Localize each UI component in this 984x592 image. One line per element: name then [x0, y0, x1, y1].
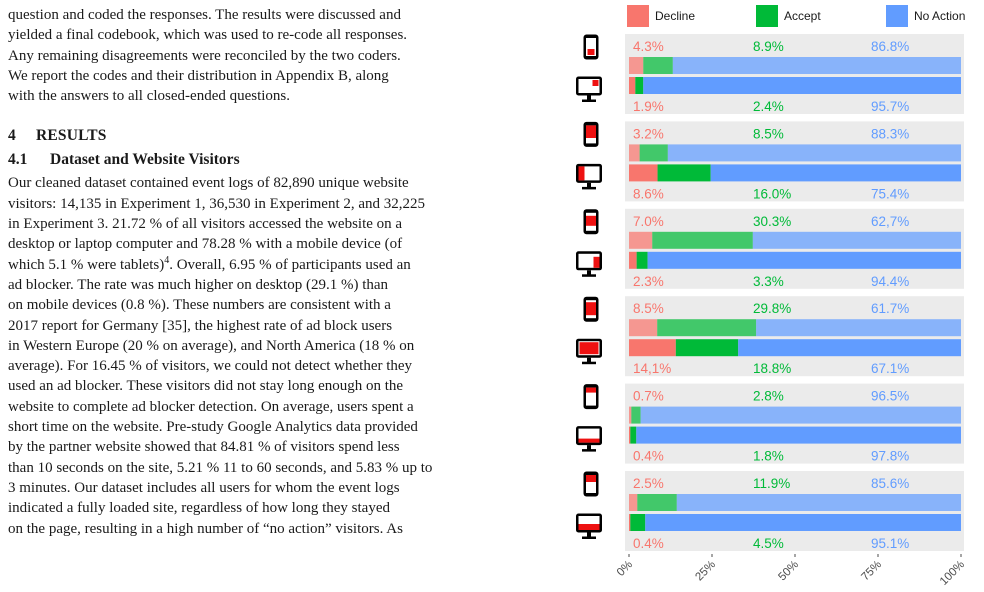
text-line: in Western Europe (20 % on average), and North America (18 % on [8, 337, 415, 354]
bar-segment-accept [637, 252, 648, 269]
text-line: on the page, resulting in a high number of “no action” visitors. As [8, 520, 403, 537]
data-label-decline: 0.7% [633, 388, 664, 404]
data-label-decline: 8.5% [633, 301, 664, 317]
bar-segment-no-action [668, 144, 961, 161]
data-label-accept: 1.8% [753, 448, 784, 464]
monitor-stand [582, 187, 596, 190]
bar-segment-no-action [753, 232, 961, 249]
bar-segment-decline [629, 494, 637, 511]
text-line: yielded a final codebook, which was used to re-code all responses. [8, 27, 408, 44]
bar-segment-decline [629, 77, 635, 94]
bar-segment-no-action [756, 319, 961, 336]
section-heading [8, 125, 522, 147]
text-line: visitors: 14,135 in Experiment 1, 36,530 in Experiment 2, and 32,225 [8, 195, 426, 212]
legend-swatch [756, 5, 778, 27]
desktop-monitor-icon [576, 164, 602, 190]
bar-segment-accept [652, 232, 753, 249]
data-label-no-action: 95.7% [871, 99, 910, 114]
data-label-decline: 0.4% [633, 536, 664, 551]
data-label-accept: 4.5% [753, 536, 784, 551]
subsection-title: Dataset and Website Visitors [50, 151, 240, 169]
bar-segment-accept [630, 514, 645, 531]
monitor-stand [582, 362, 596, 365]
bar-segment-decline [629, 319, 657, 336]
bar-segment-accept [630, 427, 636, 444]
ad-banner-marker [586, 125, 596, 138]
bar-segment-accept [635, 77, 643, 94]
data-label-decline: 4.3% [633, 39, 664, 54]
legend-item [627, 5, 695, 27]
text-line: short time on the website. Pre-study Google Analytics data provided [8, 419, 418, 436]
bar-segment-no-action [636, 427, 961, 444]
data-label-no-action: 95.1% [871, 536, 910, 551]
bar-segment-no-action [673, 57, 961, 74]
ad-banner-marker [588, 49, 595, 55]
mobile-phone-icon [584, 384, 599, 409]
text-line: with the answers to all closed-ended questions. [8, 88, 291, 105]
bar-segment-accept [658, 164, 711, 181]
desktop-monitor-icon [576, 251, 602, 276]
monitor-stand [582, 274, 596, 277]
bar-segment-no-action [643, 77, 961, 94]
chart-canvas [562, 0, 984, 592]
text-line: indicated a fully loaded site, regardless of how long they stayed [8, 500, 390, 517]
bar-segment-accept [631, 407, 640, 424]
ad-banner-marker [579, 524, 600, 530]
section-number: 4 [8, 127, 16, 145]
mobile-phone-icon [584, 472, 599, 497]
x-axis-tick-label: 75% [859, 558, 885, 584]
monitor-stand [582, 449, 596, 452]
data-label-accept: 3.3% [753, 273, 784, 289]
data-label-no-action: 96.5% [871, 388, 910, 404]
x-axis-tick-label: 0% [614, 558, 636, 579]
legend-label: No Action [914, 9, 966, 23]
data-label-accept: 2.4% [753, 99, 784, 114]
legend-item [886, 5, 965, 27]
ad-banner-marker [579, 166, 585, 180]
ad-banner-marker [586, 302, 596, 315]
data-label-accept: 11.9% [753, 476, 791, 491]
data-label-decline: 2.3% [633, 273, 664, 289]
text-line-segment: . Overall, 6.95 % of participants used an [169, 256, 411, 273]
text-line: used an ad blocker. These visitors did not stay long enough on the [8, 378, 404, 395]
legend-swatch [886, 5, 908, 27]
data-label-no-action: 61.7% [871, 301, 910, 317]
text-line: in Experiment 3. 21.72 % of all visitors accessed the website on a [8, 216, 403, 233]
data-label-decline: 7.0% [633, 213, 664, 229]
subsection-heading [8, 149, 522, 171]
legend-swatch [627, 5, 649, 27]
text-line [8, 255, 522, 275]
bar-segment-no-action [648, 252, 961, 269]
ad-banner-marker [586, 475, 596, 482]
bar-segment-no-action [711, 164, 961, 181]
data-label-accept: 18.8% [753, 361, 792, 377]
text-line: 2017 report for Germany [35], the highest rate of ad block users [8, 317, 393, 334]
data-label-accept: 8.5% [753, 126, 784, 142]
bar-segment-accept [643, 57, 673, 74]
text-line: Our cleaned dataset contained event logs of 82,890 unique website [8, 175, 409, 192]
x-axis-tick-label: 50% [776, 558, 802, 584]
intro-paragraph [8, 5, 522, 106]
data-label-no-action: 67.1% [871, 361, 910, 377]
bar-segment-no-action [641, 407, 961, 424]
text-line: average). For 16.45 % of visitors, we could not detect whether they [8, 358, 413, 375]
bar-segment-decline [629, 514, 630, 531]
desktop-monitor-icon [576, 77, 602, 103]
mobile-phone-icon [584, 122, 599, 147]
text-line: on mobile devices (0.8 %). These numbers are consistent with a [8, 297, 391, 314]
bar-segment-decline [629, 57, 643, 74]
paper-text-column [8, 0, 522, 539]
data-label-decline: 3.2% [633, 126, 664, 142]
text-line: 3 minutes. Our dataset includes all users for whom the event logs [8, 479, 400, 496]
text-line: desktop or laptop computer and 78.28 % with a mobile device (of [8, 236, 403, 253]
ad-banner-marker [586, 216, 596, 226]
data-label-no-action: 62,7% [871, 213, 910, 229]
ad-banner-marker [579, 439, 600, 443]
data-label-accept: 29.8% [753, 301, 792, 317]
mobile-phone-icon [584, 297, 599, 322]
ad-banner-marker [586, 388, 596, 393]
bar-segment-accept [676, 339, 738, 356]
data-label-decline: 1.9% [633, 99, 664, 114]
bar-segment-accept [637, 494, 677, 511]
data-label-no-action: 97.8% [871, 448, 910, 464]
bar-segment-decline [629, 427, 630, 444]
bar-segment-accept [657, 319, 756, 336]
text-line: website to complete ad blocker detection. On average, users spent a [8, 398, 414, 415]
text-line: by the partner website showed that 84.81 % of visitors spend less [8, 439, 400, 456]
data-label-accept: 30.3% [753, 213, 792, 229]
monitor-stand [582, 537, 596, 540]
legend-label: Decline [655, 9, 696, 23]
data-label-decline: 8.6% [633, 186, 664, 202]
legend-item [756, 5, 821, 27]
text-line: question and coded the responses. The results were discussed and [8, 7, 401, 23]
data-label-decline: 14,1% [633, 361, 672, 377]
text-line-segment: which 5.1 % were tablets) [8, 256, 165, 273]
section-title: RESULTS [36, 127, 107, 145]
ad-banner-marker [580, 342, 599, 354]
data-label-accept: 16.0% [753, 186, 792, 202]
data-label-no-action: 86.8% [871, 39, 910, 54]
data-label-accept: 8.9% [753, 39, 784, 54]
desktop-monitor-icon [576, 426, 602, 452]
bar-segment-decline [629, 252, 637, 269]
text-line: than 10 seconds on the site, 5.21 % 11 to 60 seconds, and 5.83 % up to [8, 459, 433, 476]
body-paragraph [8, 173, 522, 538]
data-label-accept: 2.8% [753, 388, 784, 404]
mobile-phone-icon [584, 35, 599, 60]
bar-segment-decline [629, 232, 652, 249]
desktop-monitor-icon [576, 514, 602, 540]
footnote-marker[interactable]: 4 [164, 254, 170, 266]
bar-segment-decline [629, 407, 631, 424]
text-line: ad blocker. The rate was much higher on desktop (29.1 %) than [8, 276, 389, 293]
mobile-phone-icon [584, 209, 599, 234]
ad-banner-marker [593, 80, 599, 86]
bar-segment-no-action [677, 494, 961, 511]
data-label-decline: 0.4% [633, 448, 664, 464]
bar-segment-no-action [738, 339, 961, 356]
text-line: Any remaining disagreements were reconciled by the two coders. [8, 47, 401, 64]
bar-segment-no-action [645, 514, 961, 531]
text-line: We report the codes and their distribution in Appendix B, along [8, 67, 389, 84]
bar-segment-decline [629, 144, 640, 161]
data-label-no-action: 88.3% [871, 126, 910, 142]
x-axis-tick-label: 100% [937, 558, 968, 588]
bar-segment-accept [640, 144, 668, 161]
data-label-no-action: 94.4% [871, 273, 910, 289]
bar-segment-decline [629, 339, 676, 356]
subsection-number: 4.1 [8, 151, 28, 169]
legend-label: Accept [784, 9, 821, 23]
monitor-stand [582, 100, 596, 103]
desktop-monitor-icon [576, 339, 602, 365]
bar-segment-decline [629, 164, 658, 181]
stacked-bar-chart [562, 0, 984, 592]
data-label-no-action: 85.6% [871, 476, 910, 491]
data-label-decline: 2.5% [633, 476, 664, 491]
data-label-no-action: 75.4% [871, 186, 910, 202]
x-axis-tick-label: 25% [693, 558, 719, 584]
ad-banner-marker [594, 257, 600, 268]
